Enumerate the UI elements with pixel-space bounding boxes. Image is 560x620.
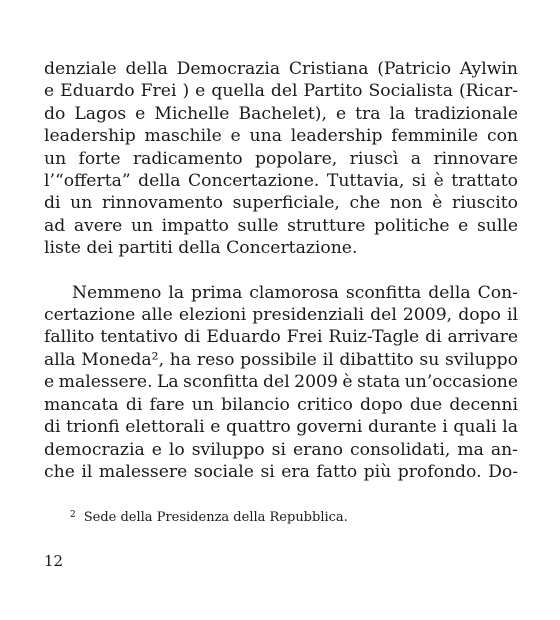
text-line: e Eduardo Frei ) e quella del Partito Socialista (Ricar-: [44, 81, 518, 102]
text-line: di trionfi elettorali e quattro governi durante i quali la: [44, 417, 518, 438]
text-line: che il malessere sociale si era fatto più profondo. Do-: [44, 461, 518, 482]
page-number: 12: [44, 552, 64, 570]
page-body: [44, 58, 518, 483]
text-line: democrazia e lo sviluppo si erano consolidati, ma an-: [44, 439, 518, 460]
footnote: [70, 507, 348, 526]
footnote-mark: 2: [70, 510, 76, 520]
footnote-text: Sede della Presidenza della Repubblica.: [83, 510, 348, 525]
text-line: mancata di fare un bilancio critico dopo due decenni: [44, 394, 518, 415]
text-line: e malessere. La sconfitta del 2009 è stata un’occasione: [44, 372, 519, 393]
text-line: fallito tentativo di Eduardo Frei Ruiz-Tagle di arrivare: [44, 327, 518, 348]
text-line: di un rinnovamento superficiale, che non è riuscito: [44, 193, 518, 214]
text-line: alla Moneda², ha reso possibile il dibattito su sviluppo: [44, 349, 518, 370]
text-line: do Lagos e Michelle Bachelet), e tra la tradizionale: [44, 103, 518, 124]
text-line: denziale della Democrazia Cristiana (Patricio Aylwin: [44, 59, 518, 79]
text-line: certazione alle elezioni presidenziali del 2009, dopo il: [44, 305, 518, 326]
text-line: liste dei partiti della Concertazione.: [44, 238, 358, 259]
paragraph-1: [44, 58, 518, 260]
text-line: l’“offerta” della Concertazione. Tuttavia, si è trattato: [44, 171, 518, 192]
paragraph-2: [44, 282, 518, 484]
text-line: leadership maschile e una leadership femminile con: [44, 126, 518, 147]
text-line: Nemmeno la prima clamorosa sconfitta della Con-: [72, 282, 518, 303]
text-line: un forte radicamento popolare, riuscì a rinnovare: [44, 148, 518, 169]
text-line: ad avere un impatto sulle strutture politiche e sulle: [44, 215, 518, 236]
